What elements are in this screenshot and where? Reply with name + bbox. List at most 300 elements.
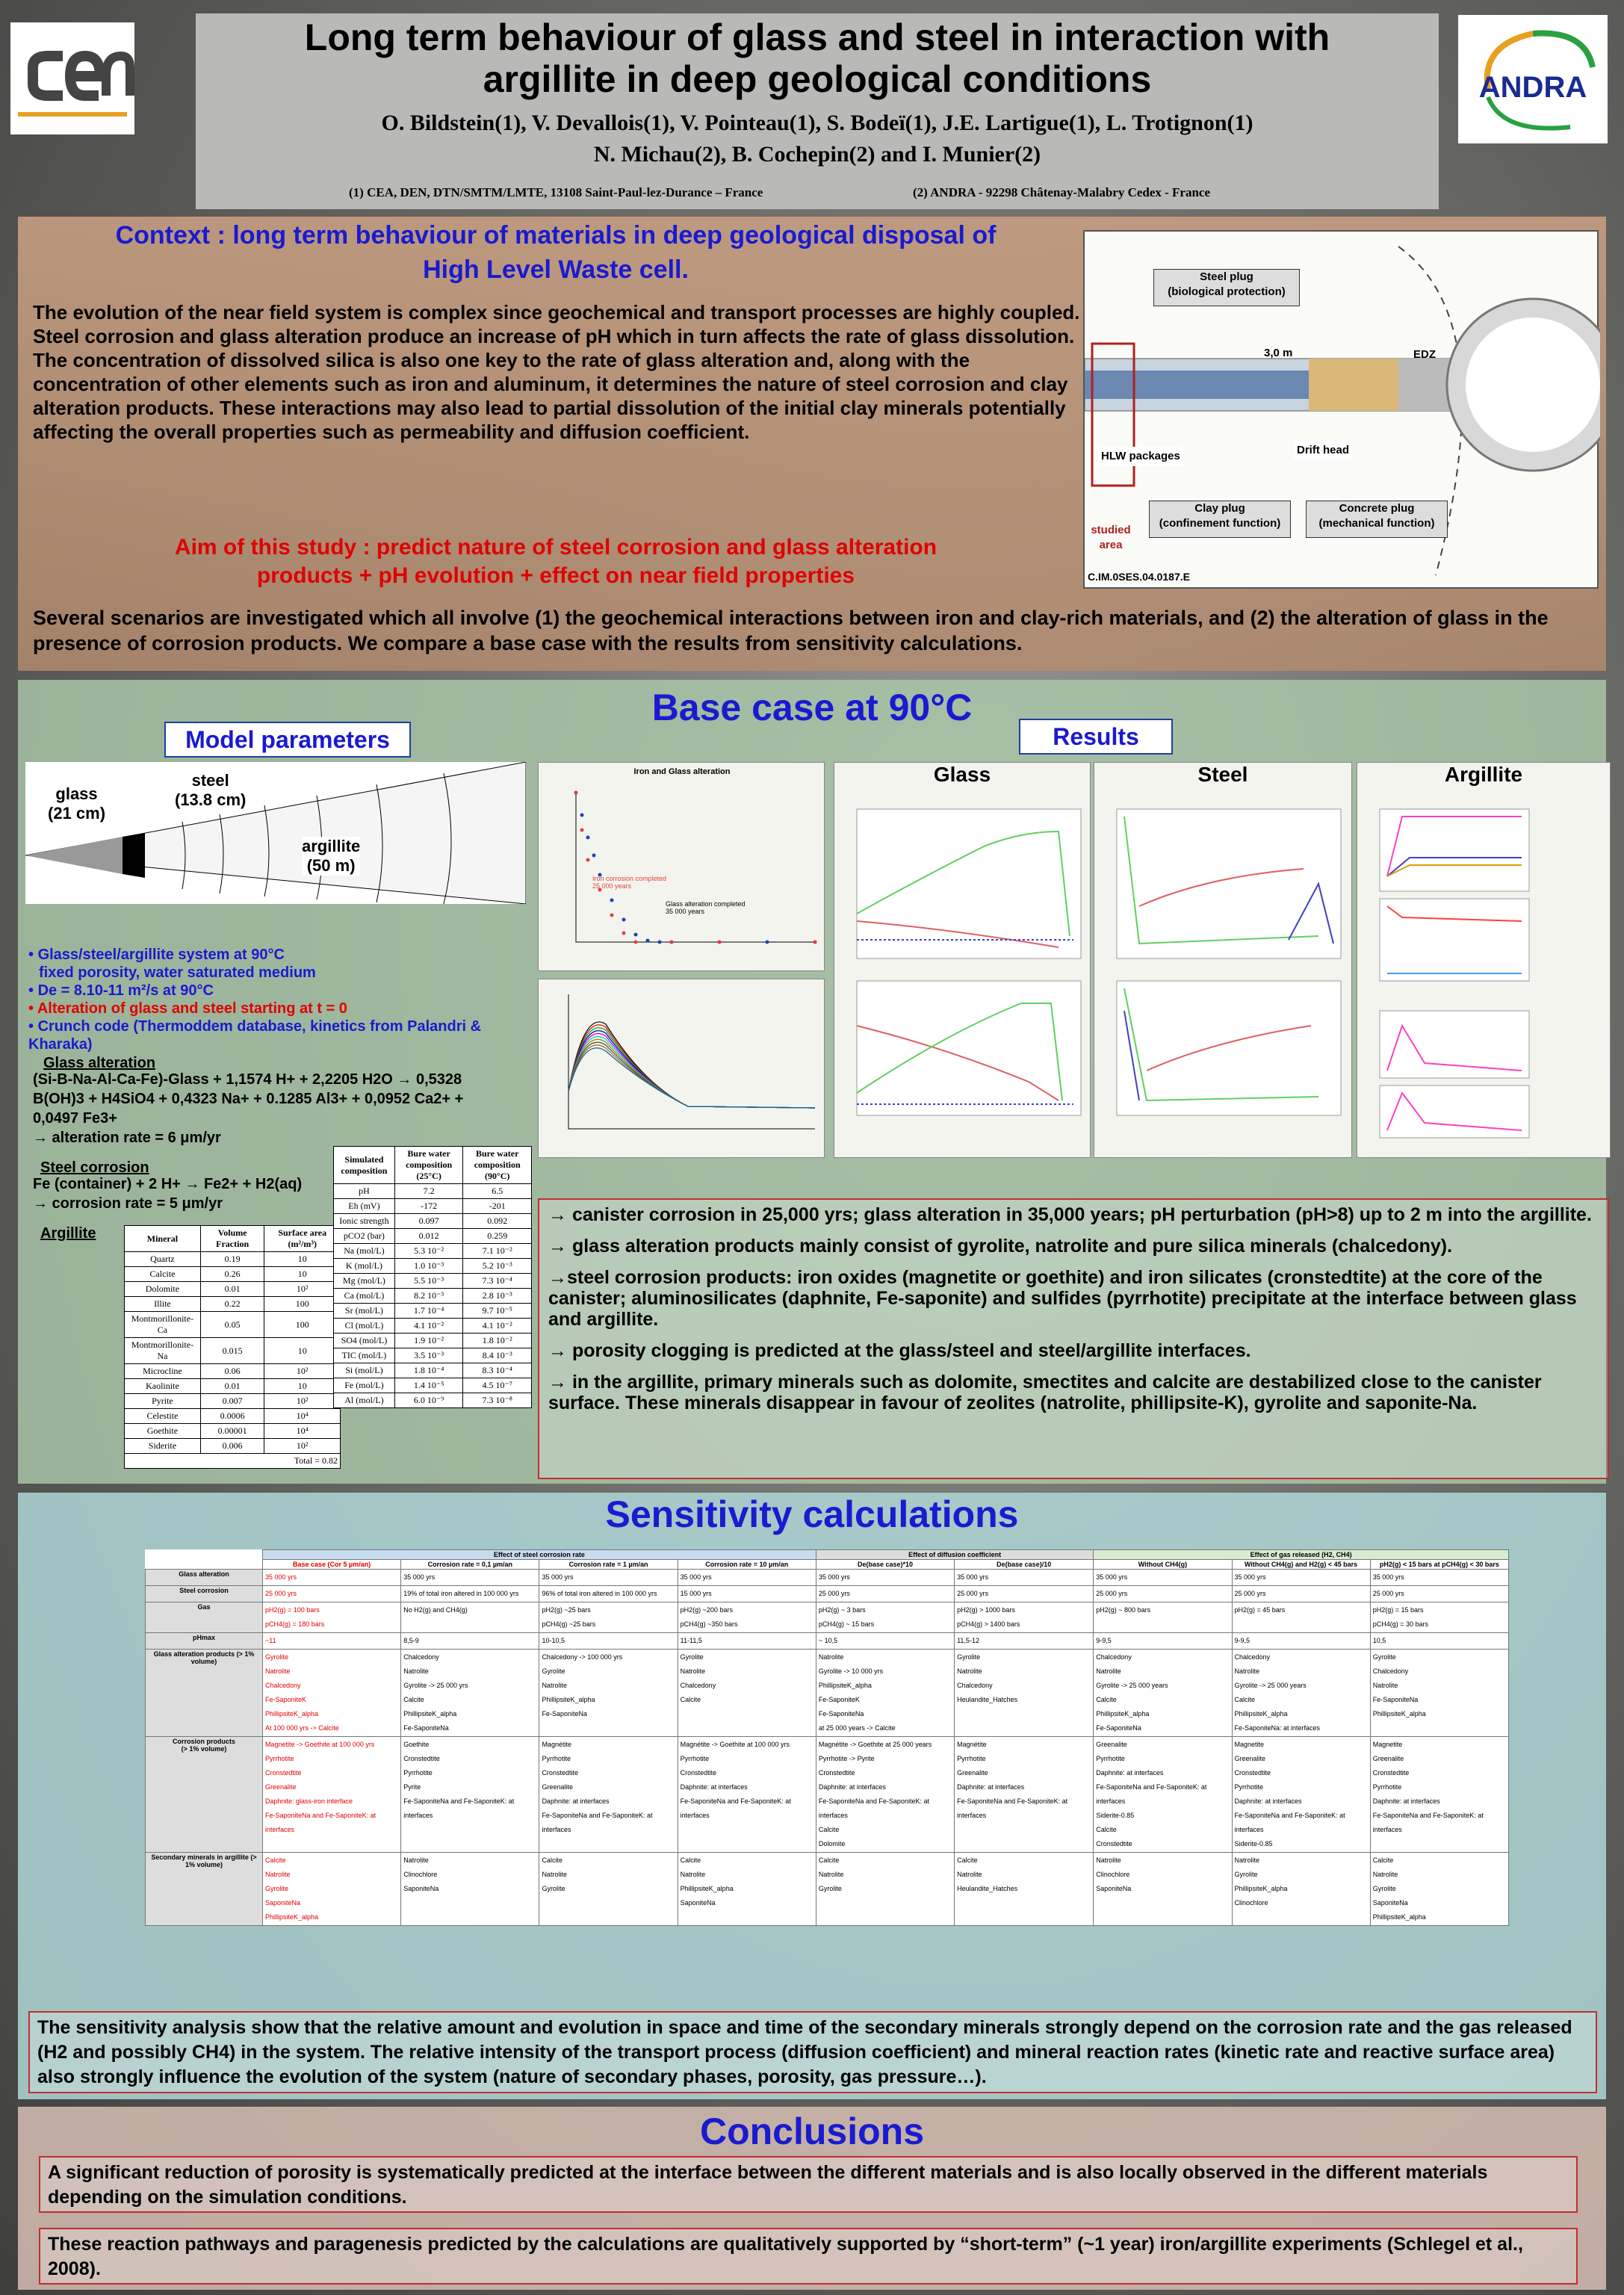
context-heading-line-2: High Level Waste cell. — [423, 255, 689, 284]
table-cell: Natrolite Gyrolite -> 10 000 yrs PhillipsiteK_alpha Fe-SaponiteK Fe-SaponiteNa at 25 000 years -> Calcite — [816, 1650, 954, 1737]
table-cell: pH2(g) = 45 bars — [1232, 1602, 1370, 1633]
table-cell: 6.0 10⁻⁹ — [394, 1393, 463, 1408]
ph-profile-curve — [568, 1028, 815, 1108]
glass-series-point — [586, 836, 590, 840]
conclusion-1: A significant reduction of porosity is systematically predicted at the interface between the different materials and is also locally observed in the different materials depending on the simulation conditions. — [48, 2162, 1488, 2208]
context-panel — [18, 217, 1606, 671]
table-cell: 0.092 — [463, 1214, 532, 1229]
table-cell: 19% of total iron altered in 100 000 yrs — [401, 1586, 539, 1602]
iron-series-point — [718, 941, 722, 944]
table-cell: pH2(g) ~200 bars pCH4(g) ~350 bars — [678, 1602, 816, 1633]
conclusion-2: These reaction pathways and paragenesis predicted by the calculations are qualitatively supported by “short-term” (~1 year) iron/argillite experiments (Schlegel et al., 2008). — [48, 2234, 1523, 2279]
table-cell: 6.5 — [463, 1184, 532, 1199]
table-cell: 11-11,5 — [678, 1633, 816, 1650]
table-cell: Gyrolite Chalcedony Natrolite Fe-SaponiteNa PhillipsiteK_alpha — [1370, 1650, 1508, 1737]
sensitivity-column-5: De(base case)/10 — [955, 1560, 1094, 1570]
table-cell: 7.3 10⁻⁴ — [463, 1274, 532, 1289]
table-cell: 35 000 yrs — [401, 1570, 539, 1586]
table-row — [146, 1586, 1509, 1602]
authors-line-2: N. Michau(2), B. Cochepin(2) and I. Munier(2) — [593, 142, 1041, 167]
table-row — [125, 1297, 341, 1312]
table-cell: 0.015 — [200, 1338, 264, 1364]
table-row — [334, 1244, 532, 1259]
table-cell: Natrolite Clinochlore SaponiteNa — [1094, 1853, 1232, 1926]
authors — [196, 108, 1439, 170]
glass-series-point — [622, 918, 626, 922]
finding-5: → in the argillite, primary minerals such as dolomite, smectites and calcite are destabilized close to the canister surface. These minerals disappear in favour of zeolites (natrolite, phillipsite-K), gyrolite and saponite-Na. — [548, 1372, 1542, 1413]
table-cell: Ionic strength — [334, 1214, 395, 1229]
glass-series-point — [610, 899, 614, 902]
title-line-1: Long term behaviour of glass and steel in interaction with — [304, 16, 1330, 58]
table-cell: 10² — [264, 1282, 341, 1297]
edz-label: EDZ — [1413, 348, 1436, 361]
table-cell: Calcite Natrolite Gyrolite — [539, 1853, 678, 1926]
table-cell: Chalcedony Natrolite Gyrolite -> 25 000 yrs Calcite PhillipsiteK_alpha Fe-SaponiteNa — [401, 1650, 539, 1737]
table-cell: 10 — [264, 1379, 341, 1394]
steel-corrosion-title: Steel corrosion — [40, 1159, 149, 1176]
table-cell: 100 — [264, 1297, 341, 1312]
glass-results-title: Glass — [933, 763, 991, 786]
table-cell: 4.5 10⁻⁷ — [463, 1378, 532, 1393]
ph-profile-curve — [568, 1039, 815, 1108]
ph-profile-curve — [568, 1045, 815, 1108]
steel-profiles-graphic — [1094, 787, 1353, 1153]
studied-area-label: studied area — [1091, 524, 1131, 551]
sensitivity-column-3: Corrosion rate = 10 µm/an — [678, 1560, 816, 1570]
table-cell: 4.1 10⁻² — [463, 1319, 532, 1334]
sensitivity-column-4: De(base case)*10 — [816, 1560, 954, 1570]
diagram-reference: C.IM.0SES.04.0187.E — [1088, 571, 1190, 583]
table-cell: 10² — [264, 1394, 341, 1409]
table-cell: pH2(g) ~ 3 bars pCH4(g) ~ 15 bars — [816, 1602, 954, 1633]
argillite-results-title: Argillite — [1444, 763, 1523, 786]
conclusion-1-box — [39, 2156, 1578, 2213]
table-cell: 10-10,5 — [539, 1633, 678, 1650]
hlw-packages-label: HLW packages — [1098, 447, 1183, 466]
table-cell: 25 000 yrs — [816, 1586, 954, 1602]
table-cell: 35 000 yrs — [1370, 1570, 1508, 1586]
table-cell: 5.3 10⁻² — [394, 1244, 463, 1259]
geometry-diagram — [25, 762, 526, 904]
table-cell: Na (mol/L) — [334, 1244, 395, 1259]
iron-series-point — [574, 791, 578, 795]
table-cell: pCO2 (bar) — [334, 1229, 395, 1244]
table-cell: 35 000 yrs — [955, 1570, 1094, 1586]
table-cell: 25 000 yrs — [1232, 1586, 1370, 1602]
results-heading: Results — [1019, 719, 1173, 755]
table-cell: 0.01 — [200, 1282, 264, 1297]
table-cell: 96% of total iron altered in 100 000 yrs — [539, 1586, 678, 1602]
finding-4: → porosity clogging is predicted at the glass/steel and steel/argillite interfaces. — [548, 1340, 1251, 1361]
findings-box — [538, 1198, 1609, 1479]
table-row — [125, 1394, 341, 1409]
context-paragraph: The evolution of the near field system is complex since geochemical and transport processes are highly coupled. Steel corrosion and glass alteration produce an increase of pH which in turn affects the rate of glass dissolution. The concentration of dissolved silica is also one key to the rate of glass alteration and, along with the concentration of other elements such as iron and aluminum, it determines the nature of steel corrosion and clay alteration products. These interactions may also lead to partial dissolution of the initial clay minerals potentially affecting the overall properties such as permeability and diffusion coefficient. — [33, 301, 1080, 443]
conclusions-heading: Conclusions — [699, 2110, 925, 2152]
andra-logo-text: ANDRA — [1478, 71, 1587, 104]
table-row — [334, 1214, 532, 1229]
aim-line-1: Aim of this study : predict nature of steel corrosion and glass alteration — [174, 535, 937, 560]
table-cell: 5.2 10⁻³ — [463, 1259, 532, 1274]
table-cell: Kaolinite — [125, 1379, 201, 1394]
table-cell: Calcite Natrolite Gyrolite SaponiteNa PhillipsiteK_alpha — [1370, 1853, 1508, 1926]
sensitivity-row-label: Steel corrosion — [146, 1586, 263, 1602]
iron-completed-note: Iron corrosion completed 25 000 years — [592, 875, 667, 890]
glass-series-point — [646, 939, 650, 943]
table-cell: 35 000 yrs — [539, 1570, 678, 1586]
table-cell: 0.22 — [200, 1297, 264, 1312]
table-row — [334, 1259, 532, 1274]
table-row — [146, 1602, 1509, 1633]
table-row — [334, 1319, 532, 1334]
bullet-porosity: fixed porosity, water saturated medium — [39, 964, 316, 981]
table-cell: 8.4 10⁻³ — [463, 1348, 532, 1363]
table-cell: 100 — [264, 1312, 341, 1338]
table-cell: Magnétite Pyrrhotite Greenalite Daphnite: at interfaces Fe-SaponiteNa and Fe-SaponiteK: at interfaces — [955, 1737, 1094, 1853]
axes — [576, 793, 815, 942]
glass-series-point — [658, 941, 662, 944]
table-cell: Illite — [125, 1297, 201, 1312]
table-cell: 1.0 10⁻³ — [394, 1259, 463, 1274]
sensitivity-column-7: Without CH4(g) and H2(g) < 45 bars — [1232, 1560, 1370, 1570]
cea-logo — [10, 22, 134, 134]
andra-logo — [1458, 15, 1608, 143]
table-row — [146, 1570, 1509, 1586]
table-cell: 0.097 — [394, 1214, 463, 1229]
table-cell: 8,5-9 — [401, 1633, 539, 1650]
table-cell: Goethite — [125, 1424, 201, 1439]
table-cell: Chalcedony Natrolite Gyrolite -> 25 000 years Calcite PhillipsiteK_alpha Fe-SaponiteNa: at interfaces — [1232, 1650, 1370, 1737]
table-cell: Mg (mol/L) — [334, 1274, 395, 1289]
table-cell: Ca (mol/L) — [334, 1289, 395, 1304]
table-row — [125, 1424, 341, 1439]
glass-thickness-label: glass (21 cm) — [48, 784, 106, 823]
table-cell: 9-9,5 — [1232, 1633, 1370, 1650]
table-cell: Montmorillonite-Na — [125, 1338, 201, 1364]
steel-corrosion-rate: → corrosion rate = 5 μm/yr — [33, 1195, 223, 1212]
table-cell: 5.5 10⁻³ — [394, 1274, 463, 1289]
sensitivity-summary: The sensitivity analysis show that the relative amount and evolution in space and time of the secondary minerals strongly depend on the corrosion rate and the gas released (H2 and possibly CH4) in the system. The relative intensity of the transport process (diffusion coefficient) and mineral reaction rates (kinetic rate and reactive surface area) also strongly influence the evolution of the system (nature of secondary phases, porosity, gas pressure…). — [37, 2017, 1572, 2087]
table-cell: Calcite — [125, 1267, 201, 1282]
sensitivity-column-2: Corrosion rate = 1 µm/an — [539, 1560, 678, 1570]
sensitivity-row-label: Glass alteration products (> 1% volume) — [146, 1650, 263, 1737]
table-cell: Montmorillonite-Ca — [125, 1312, 201, 1338]
conclusion-2-box — [39, 2228, 1578, 2285]
table-row — [334, 1304, 532, 1319]
aim-line-2: products + pH evolution + effect on near field properties — [256, 563, 855, 588]
table-cell: 25 000 yrs — [263, 1586, 401, 1602]
table-row — [334, 1334, 532, 1348]
sensitivity-group-1: Effect of diffusion coefficient — [816, 1550, 1093, 1560]
affiliation-andra: (2) ANDRA - 92298 Châtenay-Malabry Cedex - France — [913, 185, 1211, 199]
iron-glass-chart-title: Iron and Glass alteration — [633, 767, 731, 776]
table-cell: 35 000 yrs — [678, 1570, 816, 1586]
table-cell: 10,5 — [1370, 1633, 1508, 1650]
sensitivity-group-2: Effect of gas released (H2, CH4) — [1094, 1550, 1509, 1560]
table-cell: 0.012 — [394, 1229, 463, 1244]
glass-series-point — [766, 941, 769, 944]
model-bullets — [28, 946, 529, 1053]
sensitivity-column-8: pH2(g) < 15 bars at pCH4(g) < 30 bars — [1370, 1560, 1508, 1570]
table-cell: 9-9,5 — [1094, 1633, 1232, 1650]
table-cell: Eh (mV) — [334, 1199, 395, 1214]
steel-corrosion-equation: Fe (container) + 2 H+ → Fe2+ + H2(aq) — [33, 1176, 303, 1192]
table-row — [125, 1439, 341, 1454]
affiliation-cea: (1) CEA, DEN, DTN/SMTM/LMTE, 13108 Saint-Paul-lez-Durance – France — [349, 185, 763, 199]
table-cell: Calcite Natrolite Gyrolite — [816, 1853, 954, 1926]
argillite-thickness-label: argillite (50 m) — [302, 837, 361, 875]
drift-head-label: Drift head — [1294, 441, 1352, 460]
sensitivity-row-label: pHmax — [146, 1633, 263, 1650]
table-row — [125, 1338, 341, 1364]
table-cell: 0.259 — [463, 1229, 532, 1244]
table-cell: pH2(g) = 15 bars pCH4(g) = 30 bars — [1370, 1602, 1508, 1633]
water-header-1: Bure water composition (25°C) — [394, 1147, 463, 1184]
iron-series-point — [813, 941, 817, 944]
table-cell: 11,5-12 — [955, 1633, 1094, 1650]
table-cell: 25 000 yrs — [1370, 1586, 1508, 1602]
water-header-0: Simulated composition — [334, 1147, 395, 1184]
table-row — [146, 1853, 1509, 1926]
table-cell: 7.3 10⁻⁸ — [463, 1393, 532, 1408]
table-cell: 2.8 10⁻³ — [463, 1289, 532, 1304]
table-cell: 10⁴ — [264, 1424, 341, 1439]
table-cell: pH — [334, 1184, 395, 1199]
steel-results-title: Steel — [1197, 763, 1248, 786]
table-row — [125, 1267, 341, 1282]
table-cell: Goethite Cronstedtite Pyrrhotite Pyrite Fe-SaponiteNa and Fe-SaponiteK: at interfaces — [401, 1737, 539, 1853]
finding-3: →steel corrosion products: iron oxides (magnetite or goethite) and iron silicates (cronstedtite) at the core of the canister; aluminosilicates (daphnite, Fe-saponite) and sulfides (pyrrhotite) precipitate at the interface between glass and argillite. — [548, 1267, 1577, 1330]
table-row — [334, 1229, 532, 1244]
table-row — [334, 1348, 532, 1363]
table-cell: 0.06 — [200, 1364, 264, 1379]
sensitivity-heading: Sensitivity calculations — [605, 1493, 1019, 1535]
sensitivity-panel — [18, 1493, 1606, 2099]
aim-statement — [18, 533, 1094, 590]
table-cell: 1.8 10⁻² — [463, 1334, 532, 1348]
base-case-heading: Base case at 90°C — [651, 687, 973, 728]
table-cell: 15 000 yrs — [678, 1586, 816, 1602]
table-cell: 10 — [264, 1252, 341, 1267]
table-row — [334, 1199, 532, 1214]
table-cell: Magnétite -> Goethite at 100 000 yrs Pyrrhotite Cronstedtite Daphnite: at interfaces Fe-SaponiteNa and Fe-SaponiteK: at interfaces — [678, 1737, 816, 1853]
table-row — [334, 1363, 532, 1378]
steel-thickness-label: steel (13.8 cm) — [175, 771, 247, 809]
table-cell: Si (mol/L) — [334, 1363, 395, 1378]
table-cell: Fe (mol/L) — [334, 1378, 395, 1393]
table-cell: Magnetite Greenalite Cronstedtite Pyrrhotite Daphnite: at interfaces Fe-SaponiteNa and Fe-SaponiteK: at interfaces Siderite-0.85 — [1232, 1737, 1370, 1853]
table-cell: 8.2 10⁻³ — [394, 1289, 463, 1304]
table-cell: 7.1 10⁻² — [463, 1244, 532, 1259]
header — [196, 13, 1439, 209]
table-cell: 9.7 10⁻⁵ — [463, 1304, 532, 1319]
table-cell: 10² — [264, 1364, 341, 1379]
length-label: 3,0 m — [1264, 347, 1293, 359]
table-cell: 35 000 yrs — [1094, 1570, 1232, 1586]
table-cell: pH2(g) = 100 bars pCH4(g) = 180 bars — [263, 1602, 401, 1633]
title-line-2: argillite in deep geological conditions — [483, 58, 1152, 100]
table-cell: Calcite Natrolite Heulandite_Hatches — [955, 1853, 1094, 1926]
ph-profile-curve — [568, 1048, 815, 1108]
table-cell: 10² — [264, 1439, 341, 1454]
table-cell: 0.007 — [200, 1394, 264, 1409]
axes — [568, 994, 815, 1129]
table-cell: -201 — [463, 1199, 532, 1214]
finding-2: → glass alteration products mainly consist of gyrolite, natrolite and pure silica minerals (chalcedony). — [548, 1236, 1453, 1257]
table-cell: Gyrolite Natrolite Chalcedony Fe-SaponiteK PhillipsiteK_alpha At 100 000 yrs -> Calcite — [263, 1650, 401, 1737]
table-cell: Greenalite Pyrrhotite Daphnite: at interfaces Fe-SaponiteNa and Fe-SaponiteK: at interfaces Siderite-0.85 Calcite Cronstedtite — [1094, 1737, 1232, 1853]
table-cell: 0.26 — [200, 1267, 264, 1282]
sensitivity-column-6: Without CH4(g) — [1094, 1560, 1232, 1570]
table-cell: Cl (mol/L) — [334, 1319, 395, 1334]
table-cell: 10⁴ — [264, 1409, 341, 1424]
sensitivity-table — [145, 1549, 1509, 1926]
table-cell: 1.7 10⁻⁴ — [394, 1304, 463, 1319]
table-cell: 4.1 10⁻² — [394, 1319, 463, 1334]
iron-series-point — [634, 941, 638, 944]
table-cell: 25 000 yrs — [955, 1586, 1094, 1602]
table-cell: Magnetite Greenalite Cronstedtite Pyrrhotite Daphnite: at interfaces Fe-SaponiteNa and Fe-SaponiteK: at interfaces — [1370, 1737, 1508, 1853]
steel-results-panel — [1094, 762, 1352, 1158]
bullet-start: • Alteration of glass and steel starting at t = 0 — [28, 1000, 347, 1017]
table-cell: Quartz — [125, 1252, 201, 1267]
glass-series-point — [592, 854, 596, 858]
table-cell: 35 000 yrs — [1232, 1570, 1370, 1586]
table-cell: TIC (mol/L) — [334, 1348, 395, 1363]
context-heading — [18, 218, 1094, 287]
water-header-2: Bure water composition (90°C) — [463, 1147, 532, 1184]
table-cell: 0.0006 — [200, 1409, 264, 1424]
glass-alteration-rate: → alteration rate = 6 μm/yr — [33, 1130, 221, 1146]
table-cell: Al (mol/L) — [334, 1393, 395, 1408]
ph-profile-curve — [568, 1042, 815, 1108]
sensitivity-row-label: Corrosion products (> 1% volume) — [146, 1737, 263, 1853]
table-cell: Calcite Natrolite PhillipsiteK_alpha SaponiteNa — [678, 1853, 816, 1926]
table-cell: pH2(g) ~ 800 bars — [1094, 1602, 1232, 1633]
table-cell: pH2(g) > 1000 bars pCH4(g) > 1400 bars — [955, 1602, 1094, 1633]
ph-profile-curve — [568, 1025, 815, 1108]
table-cell: 8.3 10⁻⁴ — [463, 1363, 532, 1378]
table-cell: Magnétite Pyrrhotite Cronstedtite Greenalite Daphnite: at interfaces Fe-SaponiteNa and Fe-SaponiteK: at interfaces — [539, 1737, 678, 1853]
sensitivity-column-1: Corrosion rate = 0,1 µm/an — [401, 1560, 539, 1570]
argillite-title: Argillite — [40, 1225, 96, 1242]
sensitivity-row-label: Secondary minerals in argillite (> 1% volume) — [146, 1853, 263, 1926]
iron-series-point — [610, 914, 614, 917]
mineral-header-2: Surface area (m²/m³) — [264, 1226, 341, 1252]
bullet-system: • Glass/steel/argillite system at 90°C — [28, 947, 285, 963]
iron-series-point — [622, 932, 626, 935]
sensitivity-row-label: Gas — [146, 1602, 263, 1633]
table-cell: pH2(g) ~25 bars pCH4(g) ~25 bars — [539, 1602, 678, 1633]
table-row — [334, 1393, 532, 1408]
table-cell: 0.00001 — [200, 1424, 264, 1439]
mineral-table — [124, 1225, 341, 1469]
glass-profiles-graphic — [834, 787, 1091, 1153]
table-cell: 0.19 — [200, 1252, 264, 1267]
argillite-results-panel — [1357, 762, 1611, 1158]
sensitivity-summary-box — [28, 2011, 1597, 2093]
glass-results-panel — [834, 762, 1091, 1158]
water-composition-table — [333, 1146, 532, 1408]
table-cell: Magnetite -> Goethite at 100 000 yrs Pyrrhotite Cronstedtite Greenalite Daphnite: glass-iron interface Fe-SaponiteNa and Fe-SaponiteK: at interfaces — [263, 1737, 401, 1853]
conclusions-panel — [18, 2107, 1606, 2290]
table-cell: 3.5 10⁻³ — [394, 1348, 463, 1363]
table-row — [125, 1282, 341, 1297]
table-cell: 0.01 — [200, 1379, 264, 1394]
table-cell: Dolomite — [125, 1282, 201, 1297]
table-cell: ~ 10,5 — [816, 1633, 954, 1650]
table-cell: Natrolite Clinochlore SaponiteNa — [401, 1853, 539, 1926]
concrete-plug-label: Concrete plug (mechanical function) — [1306, 501, 1448, 538]
table-row — [334, 1378, 532, 1393]
table-cell: 7.2 — [394, 1184, 463, 1199]
sensitivity-group-0: Effect of steel corrosion rate — [263, 1550, 816, 1560]
iron-series-point — [670, 941, 674, 944]
argillite-profiles-graphic — [1357, 787, 1611, 1153]
ph-profile-curve — [568, 1022, 815, 1108]
table-cell: Calcite Natrolite Gyrolite SaponiteNa PhillipsiteK_alpha — [263, 1853, 401, 1926]
sensitivity-row-label: Glass alteration — [146, 1570, 263, 1586]
clay-plug-label: Clay plug (confinement function) — [1149, 501, 1291, 538]
context-heading-line-1: Context : long term behaviour of materials in deep geological disposal of — [115, 221, 997, 250]
table-cell: 0.05 — [200, 1312, 264, 1338]
mineral-header-0: Mineral — [125, 1226, 201, 1252]
table-cell: -172 — [394, 1199, 463, 1214]
table-cell: 35 000 yrs — [816, 1570, 954, 1586]
table-cell: Microcline — [125, 1364, 201, 1379]
table-cell: Pyrite — [125, 1394, 201, 1409]
iron-glass-chart — [538, 762, 825, 971]
table-cell: Magnétite -> Goethite at 25 000 years Pyrrhotite -> Pyrite Cronstedtite Daphnite: at interfaces Fe-SaponiteNa and Fe-SaponiteK: at interfaces Calcite Dolomite — [816, 1737, 954, 1853]
table-cell: Chalcedony -> 100 000 yrs Gyrolite Natrolite PhillipsiteK_alpha Fe-SaponiteNa — [539, 1650, 678, 1737]
table-row — [125, 1252, 341, 1267]
ph-profile-curve — [568, 1036, 815, 1108]
glass-series-point — [634, 933, 638, 937]
table-cell: Natrolite Gyrolite PhillipsiteK_alpha Clinochlore — [1232, 1853, 1370, 1926]
table-cell: 25 000 yrs — [1094, 1586, 1232, 1602]
table-row — [125, 1312, 341, 1338]
table-cell: No H2(g) and CH4(g) — [401, 1602, 539, 1633]
glass-alteration-title: Glass alteration — [43, 1055, 156, 1071]
table-row — [125, 1379, 341, 1394]
finding-1: → canister corrosion in 25,000 yrs; glass alteration in 35,000 years; pH perturbation (pH>8) up to 2 m into the argillite. — [548, 1204, 1592, 1225]
table-row — [125, 1409, 341, 1424]
table-row — [334, 1274, 532, 1289]
table-cell: 1.9 10⁻² — [394, 1334, 463, 1348]
table-cell: Siderite — [125, 1439, 201, 1454]
table-row — [334, 1289, 532, 1304]
table-cell: 35 000 yrs — [263, 1570, 401, 1586]
glass-series-point — [580, 814, 584, 817]
scenarios-text: Several scenarios are investigated which all involve (1) the geochemical interactions between iron and clay-rich materials, and (2) the alteration of glass in the presence of corrosion products. We compare a base case with the results from sensitivity calculations. — [33, 607, 1549, 654]
glass-completed-note: Glass alteration completed 35 000 years — [666, 900, 746, 915]
table-cell: SO4 (mol/L) — [334, 1334, 395, 1348]
table-cell: ~11 — [263, 1633, 401, 1650]
iron-series-point — [586, 858, 590, 862]
table-cell: 1.8 10⁻⁴ — [394, 1363, 463, 1378]
mineral-total: Total = 0.82 — [125, 1454, 341, 1469]
table-cell: 0.006 — [200, 1439, 264, 1454]
table-cell: 10 — [264, 1267, 341, 1282]
sensitivity-column-0: Base case (Cor 5 µm/an) — [263, 1560, 401, 1570]
base-case-panel — [18, 680, 1606, 1484]
model-parameters-heading: Model parameters — [164, 722, 411, 758]
iron-series-point — [580, 829, 584, 832]
table-cell: Celestite — [125, 1409, 201, 1424]
table-cell: Sr (mol/L) — [334, 1304, 395, 1319]
bullet-code: • Crunch code (Thermoddem database, kinetics from Palandri & Kharaka) — [28, 1018, 482, 1053]
mineral-header-1: Volume Fraction — [200, 1226, 264, 1252]
glass-alteration-equation: (Si-B-Na-Al-Ca-Fe)-Glass + 1,1574 H+ + 2,2205 H2O → 0,5328 B(OH)3 + H4SiO4 + 0,4323 Na+ + 0.1285 Al3+ + 0,0952 Ca2+ + 0,0497 Fe3+ — [33, 1071, 464, 1127]
